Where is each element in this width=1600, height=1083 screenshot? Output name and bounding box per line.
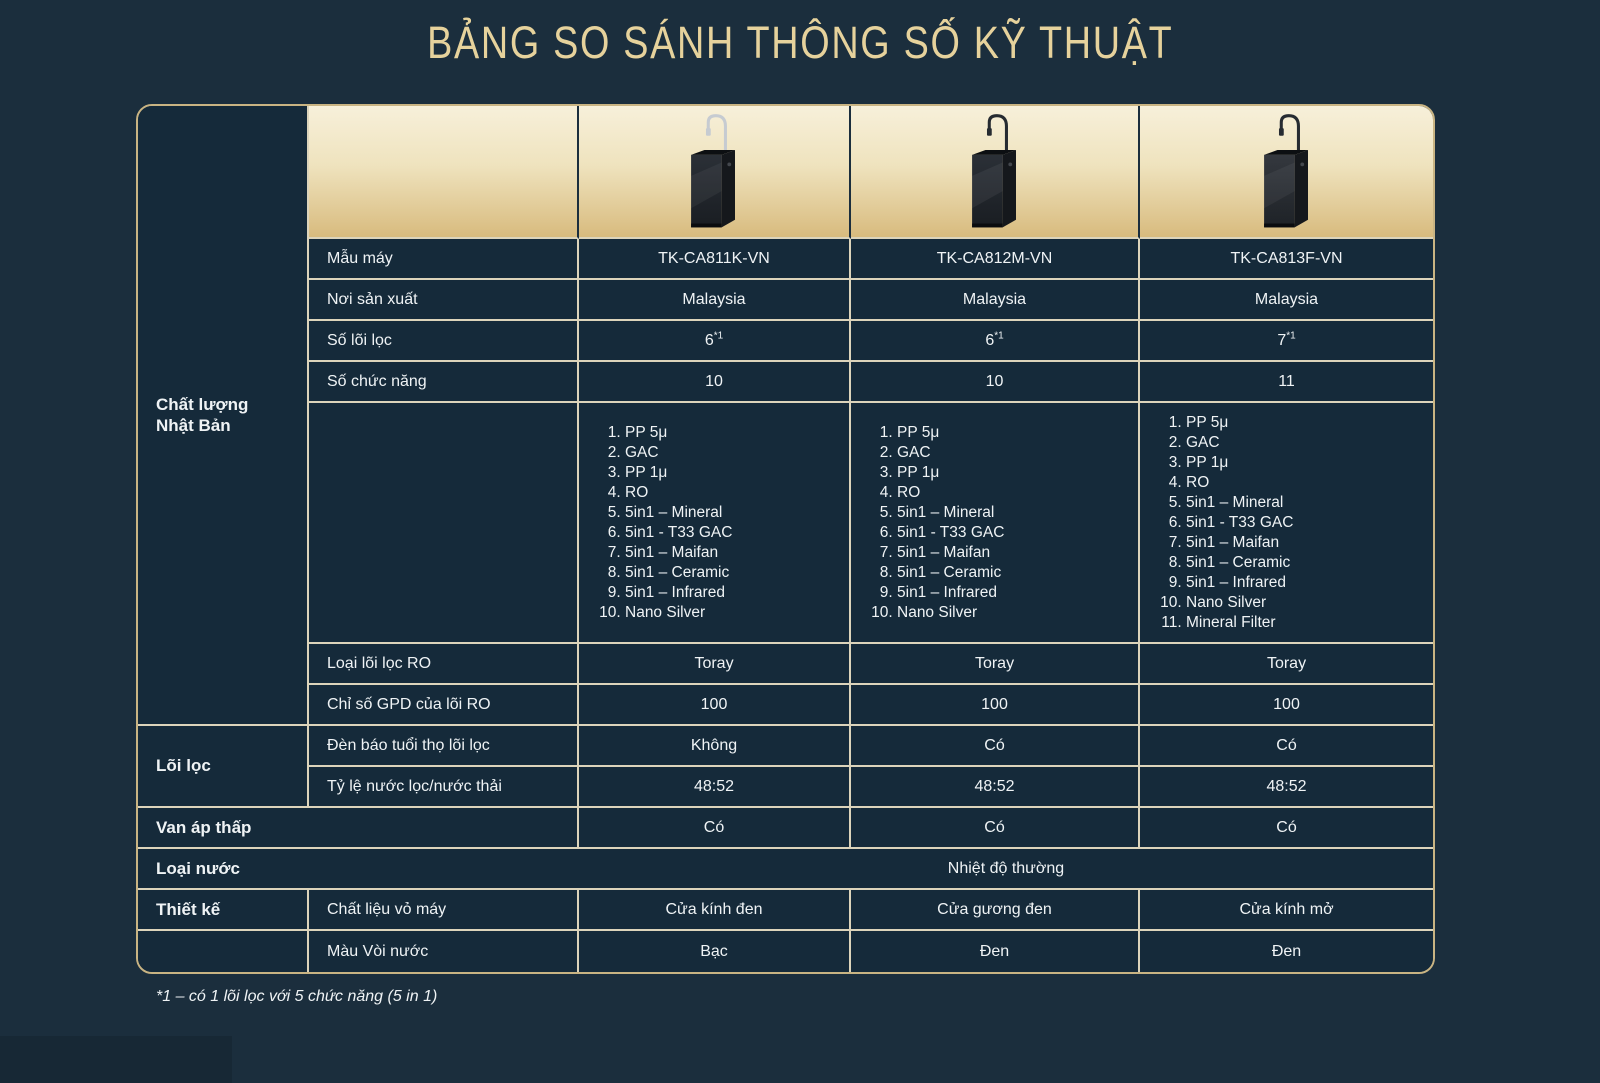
row-label-origin: Nơi sản xuất bbox=[309, 280, 579, 321]
filter-item: 8. 5in1 – Ceramic bbox=[897, 563, 1138, 583]
model-value: TK-CA811K-VN bbox=[579, 239, 851, 280]
filter-item: 4. RO bbox=[625, 483, 849, 503]
life-indicator-value: Có bbox=[1140, 726, 1433, 767]
row-label-gpd: Chỉ số GPD của lõi RO bbox=[309, 685, 579, 726]
valve-value: Có bbox=[579, 808, 851, 849]
row-label-water-type: Loại nước bbox=[156, 858, 240, 878]
function-count-value: 10 bbox=[851, 362, 1140, 403]
filter-item: 1. PP 5μ bbox=[1186, 413, 1433, 433]
filter-count-value: 6$^{*1}$ bbox=[579, 321, 851, 362]
comparison-table bbox=[136, 104, 1435, 974]
product-image-tk-ca813f bbox=[1140, 106, 1433, 239]
filter-item: 5. 5in1 – Mineral bbox=[625, 503, 849, 523]
filter-item: 2. GAC bbox=[625, 443, 849, 463]
row-label-body-material: Chất liệu vỏ máy bbox=[309, 890, 579, 931]
water-purifier-icon bbox=[947, 109, 1043, 235]
origin-value: Malaysia bbox=[1140, 280, 1433, 321]
body-material-value: Cửa kính đen bbox=[579, 890, 851, 931]
row-water-type bbox=[138, 849, 1433, 890]
function-count-value: 11 bbox=[1140, 362, 1433, 403]
filter-item: 8. 5in1 – Ceramic bbox=[1186, 553, 1433, 573]
filter-item: 5. 5in1 – Mineral bbox=[897, 503, 1138, 523]
faucet-color-value: Đen bbox=[851, 931, 1140, 972]
ro-type-value: Toray bbox=[579, 644, 851, 685]
product-image-tk-ca812m bbox=[851, 106, 1140, 239]
ro-type-value: Toray bbox=[1140, 644, 1433, 685]
filter-item: 2. GAC bbox=[897, 443, 1138, 463]
filter-item: 6. 5in1 - T33 GAC bbox=[625, 523, 849, 543]
filter-item: 7. 5in1 – Maifan bbox=[625, 543, 849, 563]
water-ratio-value: 48:52 bbox=[1140, 767, 1433, 808]
life-indicator-value: Có bbox=[851, 726, 1140, 767]
filter-item: 10. Nano Silver bbox=[897, 603, 1138, 623]
filter-item: 4. RO bbox=[897, 483, 1138, 503]
product-image-tk-ca811k bbox=[579, 106, 851, 239]
row-label-model: Mẫu máy bbox=[309, 239, 579, 280]
empty-cell bbox=[309, 403, 579, 644]
body-material-value: Cửa kính mở bbox=[1140, 890, 1433, 931]
filter-list bbox=[1140, 403, 1433, 644]
row-label-faucet-color: Màu Vòi nước bbox=[309, 931, 579, 972]
water-purifier-icon bbox=[1239, 109, 1335, 235]
row-label-function-count: Số chức năng bbox=[309, 362, 579, 403]
filter-item: 6. 5in1 - T33 GAC bbox=[897, 523, 1138, 543]
filter-count-value: 7$^{*1}$ bbox=[1140, 321, 1433, 362]
filter-item: 3. PP 1μ bbox=[625, 463, 849, 483]
valve-value: Có bbox=[1140, 808, 1433, 849]
filter-item: 11. Mineral Filter bbox=[1186, 613, 1433, 633]
filter-item: 1. PP 5μ bbox=[897, 423, 1138, 443]
gpd-value: 100 bbox=[579, 685, 851, 726]
row-label-filter-count: Số lõi lọc bbox=[309, 321, 579, 362]
filter-item: 9. 5in1 – Infrared bbox=[625, 583, 849, 603]
gpd-value: 100 bbox=[1140, 685, 1433, 726]
filter-count-value: 6$^{*1}$ bbox=[851, 321, 1140, 362]
group-filter-core: Lõi lọc bbox=[138, 726, 309, 808]
life-indicator-value: Không bbox=[579, 726, 851, 767]
page-title: BẢNG SO SÁNH THÔNG SỐ KỸ THUẬT bbox=[426, 17, 1174, 68]
model-value: TK-CA813F-VN bbox=[1140, 239, 1433, 280]
water-type-value: Nhiệt độ thường bbox=[947, 859, 1065, 877]
faucet-color-value: Bạc bbox=[579, 931, 851, 972]
filter-item: 5. 5in1 – Mineral bbox=[1186, 493, 1433, 513]
empty-cell bbox=[138, 931, 309, 972]
gpd-value: 100 bbox=[851, 685, 1140, 726]
function-count-value: 10 bbox=[579, 362, 851, 403]
filter-list bbox=[851, 403, 1140, 644]
filter-item: 10. Nano Silver bbox=[625, 603, 849, 623]
row-label-water-ratio: Tỷ lệ nước lọc/nước thải bbox=[309, 767, 579, 808]
filter-item: 9. 5in1 – Infrared bbox=[897, 583, 1138, 603]
body-material-value: Cửa gương đen bbox=[851, 890, 1140, 931]
filter-list bbox=[579, 403, 851, 644]
filter-item: 6. 5in1 - T33 GAC bbox=[1186, 513, 1433, 533]
footnote: *1 – có 1 lõi lọc với 5 chức năng (5 in 1) bbox=[156, 988, 438, 1005]
origin-value: Malaysia bbox=[851, 280, 1140, 321]
group-japan-quality bbox=[138, 106, 309, 726]
model-value: TK-CA812M-VN bbox=[851, 239, 1140, 280]
filter-item: 2. GAC bbox=[1186, 433, 1433, 453]
water-ratio-value: 48:52 bbox=[579, 767, 851, 808]
group-japan-quality-label: Chất lượng Nhật Bản bbox=[156, 394, 249, 435]
row-label-low-pressure-valve: Van áp thấp bbox=[138, 808, 579, 849]
filter-item: 4. RO bbox=[1186, 473, 1433, 493]
filter-item: 8. 5in1 – Ceramic bbox=[625, 563, 849, 583]
bottom-left-shade bbox=[0, 1036, 232, 1083]
filter-item: 7. 5in1 – Maifan bbox=[1186, 533, 1433, 553]
row-label-ro-type: Loại lõi lọc RO bbox=[309, 644, 579, 685]
group-design: Thiết kế bbox=[138, 890, 309, 931]
water-ratio-value: 48:52 bbox=[851, 767, 1140, 808]
filter-item: 10. Nano Silver bbox=[1186, 593, 1433, 613]
ro-type-value: Toray bbox=[851, 644, 1140, 685]
filter-item: 1. PP 5μ bbox=[625, 423, 849, 443]
filter-item: 3. PP 1μ bbox=[1186, 453, 1433, 473]
header-empty-cell bbox=[309, 106, 579, 239]
filter-item: 3. PP 1μ bbox=[897, 463, 1138, 483]
filter-item: 9. 5in1 – Infrared bbox=[1186, 573, 1433, 593]
origin-value: Malaysia bbox=[579, 280, 851, 321]
valve-value: Có bbox=[851, 808, 1140, 849]
water-purifier-icon bbox=[666, 109, 762, 235]
faucet-color-value: Đen bbox=[1140, 931, 1433, 972]
filter-item: 7. 5in1 – Maifan bbox=[897, 543, 1138, 563]
row-label-life-indicator: Đèn báo tuổi thọ lõi lọc bbox=[309, 726, 579, 767]
